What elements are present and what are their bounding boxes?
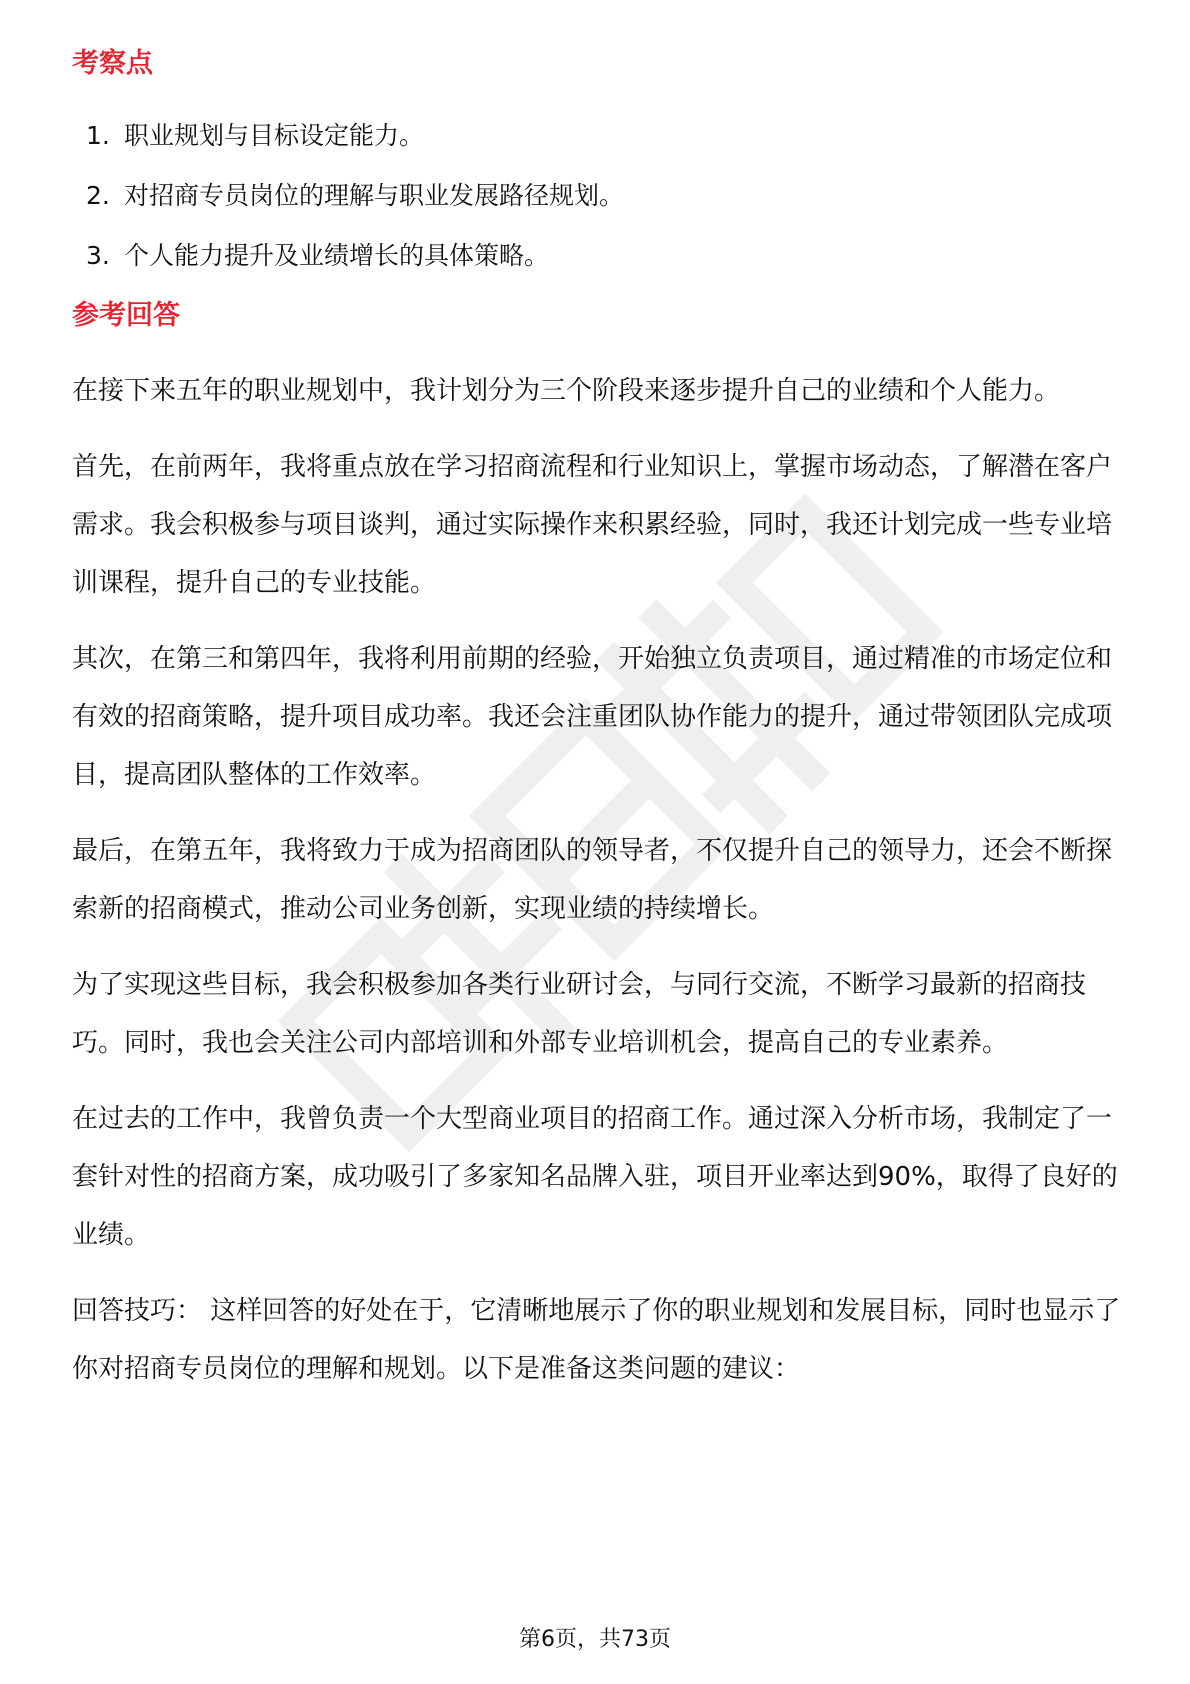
list-item-text: 职业规划与目标设定能力。	[124, 121, 425, 150]
main-content	[72, 44, 1122, 1398]
answer-paragraph: 在过去的工作中，我曾负责一个大型商业项目的招商工作。通过深入分析市场，我制定了一套针对性的招商方案，成功吸引了多家知名品牌入驻，项目开业率达到90%，取得了良好的业绩。	[72, 1104, 1118, 1250]
list-item-text: 对招商专员岗位的理解与职业发展路径规划。	[124, 181, 625, 210]
answer-tips-paragraph: 回答技巧： 这样回答的好处在于，它清晰地展示了你的职业规划和发展目标，同时也显示了你对招商专员岗位的理解和规划。以下是准备这类问题的建议：	[72, 1296, 1121, 1384]
list-item-number: 2.	[86, 181, 110, 210]
answer-paragraph: 为了实现这些目标，我会积极参加各类行业研讨会，与同行交流，不断学习最新的招商技巧。同时，我也会关注公司内部培训和外部专业培训机会，提高自己的专业素养。	[72, 970, 1087, 1058]
list-item	[72, 116, 1122, 156]
answer-paragraph: 最后，在第五年，我将致力于成为招商团队的领导者，不仅提升自己的领导力，还会不断探索新的招商模式，推动公司业务创新，实现业绩的持续增长。	[72, 836, 1113, 924]
list-item-number: 1.	[86, 121, 110, 150]
answer-section-title: 参考回答	[72, 300, 180, 331]
list-item-number: 3.	[86, 241, 110, 270]
page-number-footer: 第6页，共73页	[519, 1627, 671, 1652]
list-item	[72, 176, 1122, 216]
answer-paragraph: 在接下来五年的职业规划中，我计划分为三个阶段来逐步提升自己的业绩和个人能力。	[72, 376, 1061, 406]
list-item	[72, 236, 1122, 276]
focus-list	[72, 116, 1122, 276]
focus-section-title: 考察点	[72, 48, 153, 79]
answer-paragraph: 其次，在第三和第四年，我将利用前期的经验，开始独立负责项目，通过精准的市场定位和有效的招商策略，提升项目成功率。我还会注重团队协作能力的提升，通过带领团队完成项目，提高团队整体的工作效率。	[72, 644, 1113, 790]
list-item-text: 个人能力提升及业绩增长的具体策略。	[124, 241, 550, 270]
answer-paragraph: 首先，在前两年，我将重点放在学习招商流程和行业知识上，掌握市场动态，了解潜在客户需求。我会积极参与项目谈判，通过实际操作来积累经验，同时，我还计划完成一些专业培训课程，提升自己的专业技能。	[72, 452, 1113, 598]
